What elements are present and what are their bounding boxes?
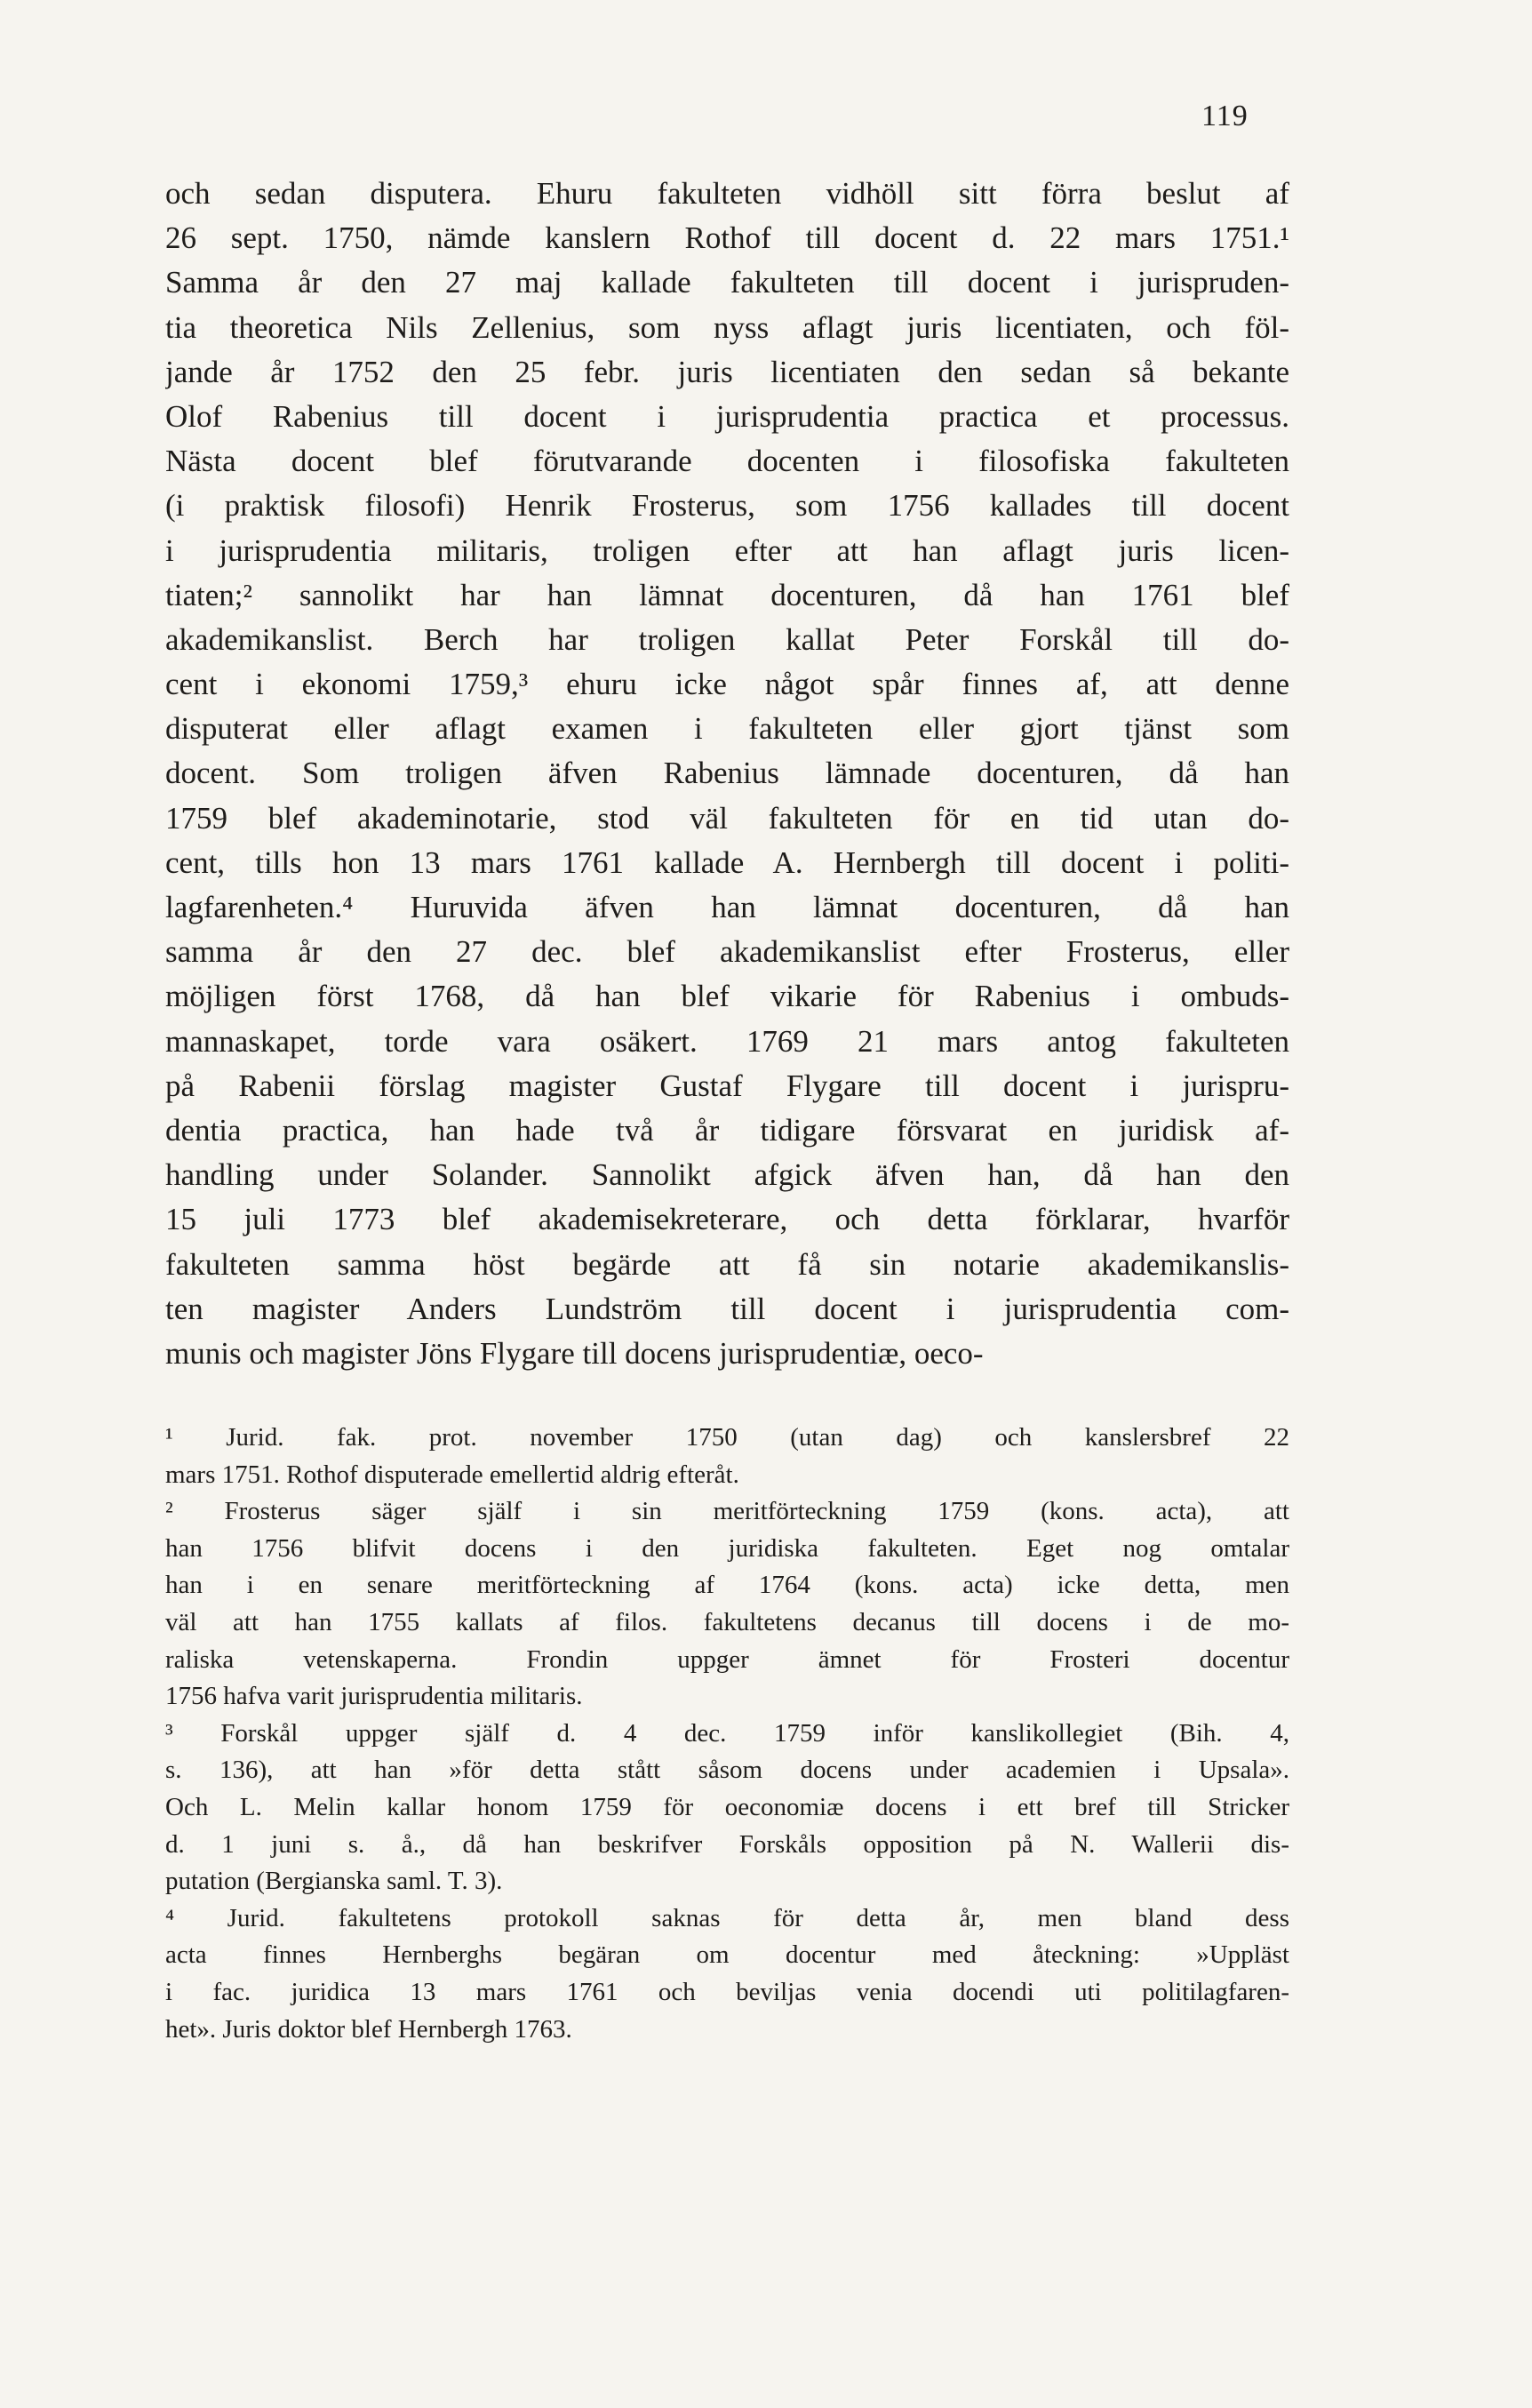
footnote-line: ² Frosterus säger själf i sin meritförteckning 1759 (kons. acta), att (165, 1497, 1289, 1526)
footnote-line: ³ Forskål uppger själf d. 4 dec. 1759 inför kanslikollegiet (Bih. 4, (165, 1718, 1289, 1748)
body-text-line: docent. Som troligen äfven Rabenius lämnade docenturen, då han (165, 756, 1289, 791)
footnote-line: ⁴ Jurid. fakultetens protokoll saknas för detta år, men bland dess (165, 1903, 1289, 1932)
page-number: 119 (1201, 100, 1249, 132)
body-text-line: munis och magister Jöns Flygare till docens jurisprudentiæ, oeco- (165, 1335, 984, 1371)
footnote-line: s. 136), att han »för detta stått såsom docens under academien i Upsala». (165, 1756, 1289, 1785)
body-text-line: ten magister Anders Lundström till docent i jurisprudentia com- (165, 1291, 1289, 1326)
body-text (165, 172, 1289, 1376)
body-text-line: 26 sept. 1750, nämde kanslern Rothof till docent d. 22 mars 1751.¹ (165, 220, 1289, 256)
body-text-line: och sedan disputera. Ehuru fakulteten vidhöll sitt förra beslut af (165, 176, 1289, 211)
body-text-line: akademikanslist. Berch har troligen kallat Peter Forskål till do- (165, 621, 1289, 657)
body-text-line: jande år 1752 den 25 febr. juris licentiaten den sedan så bekante (165, 354, 1289, 389)
footnote-line: i fac. juridica 13 mars 1761 och beviljas venia docendi uti politilagfaren- (165, 1977, 1289, 2006)
body-text-line: fakulteten samma höst begärde att få sin notarie akademikanslis- (165, 1246, 1289, 1282)
body-text-line: samma år den 27 dec. blef akademikanslist efter Frosterus, eller (165, 934, 1289, 970)
body-text-line: på Rabenii förslag magister Gustaf Flygare till docent i jurispru- (165, 1068, 1289, 1103)
body-text-line: tia theoretica Nils Zellenius, som nyss aflagt juris licentiaten, och föl- (165, 309, 1289, 345)
body-text-line: disputerat eller aflagt examen i fakulteten eller gjort tjänst som (165, 711, 1289, 747)
body-text-line: möjligen först 1768, då han blef vikarie för Rabenius i ombuds- (165, 979, 1289, 1014)
footnotes (165, 1420, 1289, 2048)
footnote-line: raliska vetenskaperna. Frondin uppger ämnet för Frosteri docentur (165, 1644, 1289, 1674)
footnote-line: ¹ Jurid. fak. prot. november 1750 (utan dag) och kanslersbref 22 (165, 1423, 1289, 1452)
body-text-line: (i praktisk filosofi) Henrik Frosterus, som 1756 kallades till docent (165, 488, 1289, 524)
body-text-line: i jurisprudentia militaris, troligen efter att han aflagt juris licen- (165, 532, 1289, 568)
body-text-line: Olof Rabenius till docent i jurisprudentia practica et processus. (165, 398, 1289, 434)
footnote-line: väl att han 1755 kallats af filos. fakultetens decanus till docens i de mo- (165, 1607, 1289, 1636)
body-text-line: tiaten;² sannolikt har han lämnat docenturen, då han 1761 blef (165, 577, 1289, 612)
body-text-line: lagfarenheten.⁴ Huruvida äfven han lämnat docenturen, då han (165, 890, 1289, 924)
body-text-line: 15 juli 1773 blef akademisekreterare, och detta förklarar, hvarför (165, 1202, 1289, 1237)
body-text-line: cent i ekonomi 1759,³ ehuru icke något spår finnes af, att denne (165, 667, 1289, 702)
footnote-line: het». Juris doktor blef Hernbergh 1763. (165, 2014, 572, 2044)
footnote-line: han i en senare meritförteckning af 1764 (kons. acta) icke detta, men (165, 1571, 1289, 1600)
footnote-line: acta finnes Hernberghs begäran om docentur med åteckning: »Uppläst (165, 1940, 1289, 1970)
footnote-line: mars 1751. Rothof disputerade emellertid aldrig efteråt. (165, 1460, 739, 1489)
body-text-line: Nästa docent blef förutvarande docenten i filosofiska fakulteten (165, 444, 1289, 479)
body-text-line: Samma år den 27 maj kallade fakulteten till docent i jurispruden- (165, 265, 1289, 300)
body-text-line: cent, tills hon 13 mars 1761 kallade A. Hernbergh till docent i politi- (165, 844, 1289, 880)
body-text-line: dentia practica, han hade två år tidigare försvarat en juridisk af- (165, 1112, 1289, 1148)
footnote-line: putation (Bergianska saml. T. 3). (165, 1867, 503, 1896)
body-text-line: mannaskapet, torde vara osäkert. 1769 21 mars antog fakulteten (165, 1023, 1289, 1059)
body-text-line: handling under Solander. Sannolikt afgick äfven han, då han den (165, 1157, 1289, 1193)
footnote-line: han 1756 blifvit docens i den juridiska fakulteten. Eget nog omtalar (165, 1533, 1289, 1563)
footnote-line: 1756 hafva varit jurisprudentia militaris. (165, 1682, 583, 1711)
body-text-line: 1759 blef akademinotarie, stod väl fakulteten för en tid utan do- (165, 800, 1289, 836)
footnote-line: Och L. Melin kallar honom 1759 för oeconomiæ docens i ett bref till Stricker (165, 1792, 1289, 1821)
footnote-line: d. 1 juni s. å., då han beskrifver Forskåls opposition på N. Wallerii dis- (165, 1829, 1289, 1859)
